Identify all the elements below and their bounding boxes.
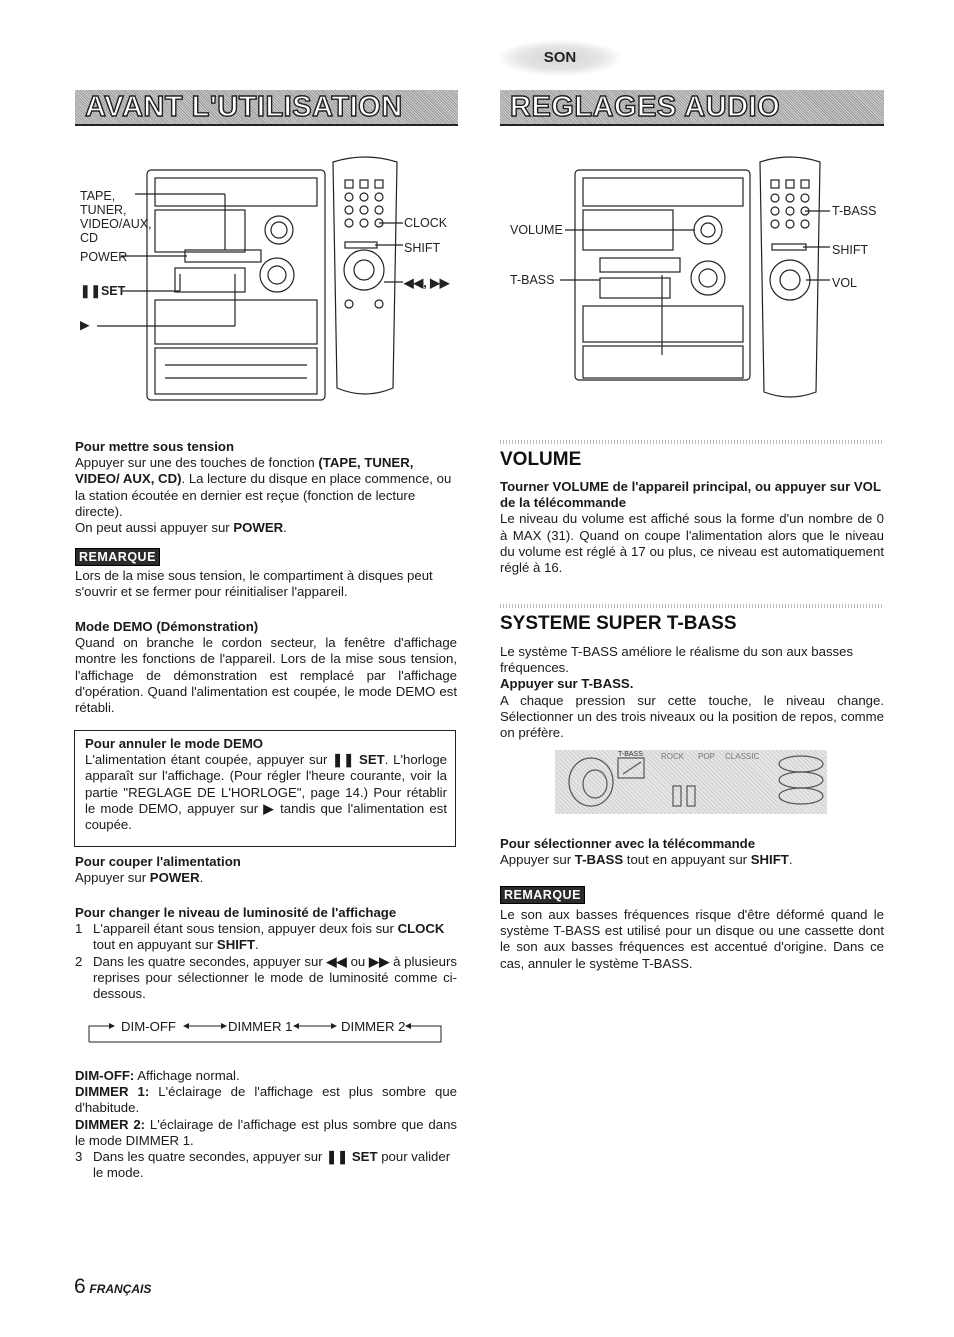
footer-language: FRANÇAIS [89, 1282, 152, 1296]
heading-dimmer: Pour changer le niveau de luminosité de l'affichage [75, 905, 397, 920]
label-volume: VOLUME [510, 223, 563, 237]
label-vol: VOL [832, 276, 858, 290]
label-clock: CLOCK [404, 216, 448, 230]
label-power: POWER [80, 250, 128, 264]
cancel-demo-box [74, 730, 456, 847]
left-column [75, 439, 457, 536]
text-power-off: Appuyer sur POWER. [75, 870, 204, 886]
section-badge-text: SON [543, 49, 577, 66]
dimmer-step-2: 2 Dans les quatre secondes, appuyer sur ◀◀ ou ▶▶ à plusieurs reprises pour sélectionner le mode de luminosité comme ci-dessous. [75, 953, 457, 1002]
lcd-tbass-label: T-BASS [618, 751, 643, 758]
banner-avant-utilisation [75, 90, 458, 126]
label-play: ▶ [80, 318, 90, 332]
label-tbass-remote: T-BASS [832, 204, 877, 218]
divider-tbass [500, 604, 884, 608]
lcd-rock-label: ROCK [661, 752, 685, 761]
heading-power-on: Pour mettre sous tension [75, 439, 235, 454]
label-tbass: T-BASS [510, 273, 555, 287]
remarque-text-1: Lors de la mise sous tension, le compartiment à disques peut s'ouvrir et se fermer pour réinitialiser l'appareil. [75, 568, 433, 600]
banner-reglages-audio [500, 90, 884, 126]
cycle-dimmer-2: DIMMER 2 [341, 1019, 406, 1034]
heading-power-off: Pour couper l'alimentation [75, 854, 241, 869]
lcd-classic-label: CLASSIC [725, 752, 760, 761]
text-tbass-2: A chaque pression sur cette touche, le niveau change. Sélectionner un des trois niveaux ou la position de repos, comme on préfère. [500, 692, 884, 741]
heading-cancel-demo: Pour annuler le mode DEMO [85, 736, 264, 751]
def-dim-off: DIM-OFF: Affichage normal. [75, 1068, 240, 1083]
heading-volume: VOLUME [500, 449, 582, 470]
demo-section [75, 619, 457, 716]
dimmer-section [75, 905, 457, 1002]
power-off-section [75, 854, 457, 886]
banner-title-right: REGLAGES AUDIO [510, 91, 781, 123]
heading-demo: Mode DEMO (Démonstration) [75, 619, 259, 634]
def-dimmer-1: DIMMER 1: L'éclairage de l'affichage est plus sombre que d'habitude. [75, 1084, 457, 1116]
banner-title-left: AVANT L'UTILISATION [85, 91, 403, 123]
text-power-on: Appuyer sur une des touches de fonction (TAPE, TUNER, VIDEO/ AUX, CD). La lecture du disque en place commence, ou la station écoutée en dernier est reçue (fonction de lecture directe). [75, 455, 452, 519]
page-footer [74, 1275, 152, 1298]
label-shift-remote: SHIFT [832, 243, 869, 257]
remote-select-section [500, 836, 884, 868]
cycle-dim-off: DIM-OFF [121, 1019, 176, 1034]
section-badge-son [498, 40, 622, 76]
remarque-badge-1: REMARQUE [75, 548, 160, 566]
dimmer-step-1: 1 L'appareil étant sous tension, appuyer deux fois sur CLOCK tout en appuyant sur SHIFT. [75, 921, 445, 953]
lcd-display [555, 750, 827, 814]
def-dimmer-2: DIMMER 2: L'éclairage de l'affichage est plus sombre que dans le mode DIMMER 1. [75, 1116, 457, 1148]
subheading-tbass: Appuyer sur T-BASS. [500, 676, 634, 692]
remote-control [760, 157, 820, 397]
subheading-volume: Tourner VOLUME de l'appareil principal, ou appuyer sur VOL de la télécommande [500, 479, 881, 511]
text-cancel-demo: L'alimentation étant coupée, appuyer sur ❚❚ SET. L'horloge apparaît sur l'affichage. (Pour régler l'heure courante, voir la partie "REGLAGE DE L'HORLOGE", page 14.) Pour rétablir le mode DEMO, appuyer sur ▶ tandis que l'alimentation est coupée. [85, 752, 447, 833]
text-volume: Le niveau du volume est affiché sous la forme d'un nombre de 0 à MAX (31). Quand on coupe l'alimentation alors que le niveau du volume est réglé à 17 ou plus, ce niveau est automatiquement réglé à 16. [500, 511, 884, 576]
remarque-badge-2: REMARQUE [500, 886, 585, 904]
cycle-dimmer-1: DIMMER 1 [228, 1019, 293, 1034]
text-remote-select: Appuyer sur T-BASS tout en appuyant sur SHIFT. [500, 852, 793, 868]
remarque-text-2: Le son aux basses fréquences risque d'être déformé quand le système T-BASS est utilisé pour un disque ou une cassette dont le son aux basses fréquences est accentué d'origine. Dans ce cas, annuler le système T-BASS. [500, 907, 884, 971]
text-tbass: Le système T-BASS améliore le réalisme du son aux basses fréquences. [500, 644, 854, 676]
text-demo: Quand on branche le cordon secteur, la fenêtre d'affichage montre les fonctions de l'appareil. Lors de la mise sous tension, l'affichage de démonstration est remplacé par l'affichage d'opération. Quand l'alimentation est coupée, le mode DEMO est rétabli. [75, 635, 457, 716]
lcd-pop-label: POP [698, 752, 715, 761]
page-number: 6 [74, 1275, 86, 1298]
label-shift: SHIFT [404, 241, 441, 255]
divider-volume [500, 440, 884, 444]
label-set: ❚❚SET [80, 284, 126, 298]
volume-section [500, 449, 884, 576]
label-function-keys: TAPE, TUNER, VIDEO/AUX, CD [80, 189, 152, 245]
text-power-on-2: On peut aussi appuyer sur POWER. [75, 520, 287, 536]
dimmer-definitions [75, 1068, 457, 1181]
heading-tbass: SYSTEME SUPER T-BASS [500, 613, 737, 634]
dimmer-step-3: 3 Dans les quatre secondes, appuyer sur ❚❚ SET pour valider le mode. [75, 1149, 451, 1181]
heading-remote-select: Pour sélectionner avec la télécommande [500, 836, 756, 851]
tbass-section [500, 613, 884, 741]
label-seek: ◀◀, ▶▶ [404, 276, 450, 290]
